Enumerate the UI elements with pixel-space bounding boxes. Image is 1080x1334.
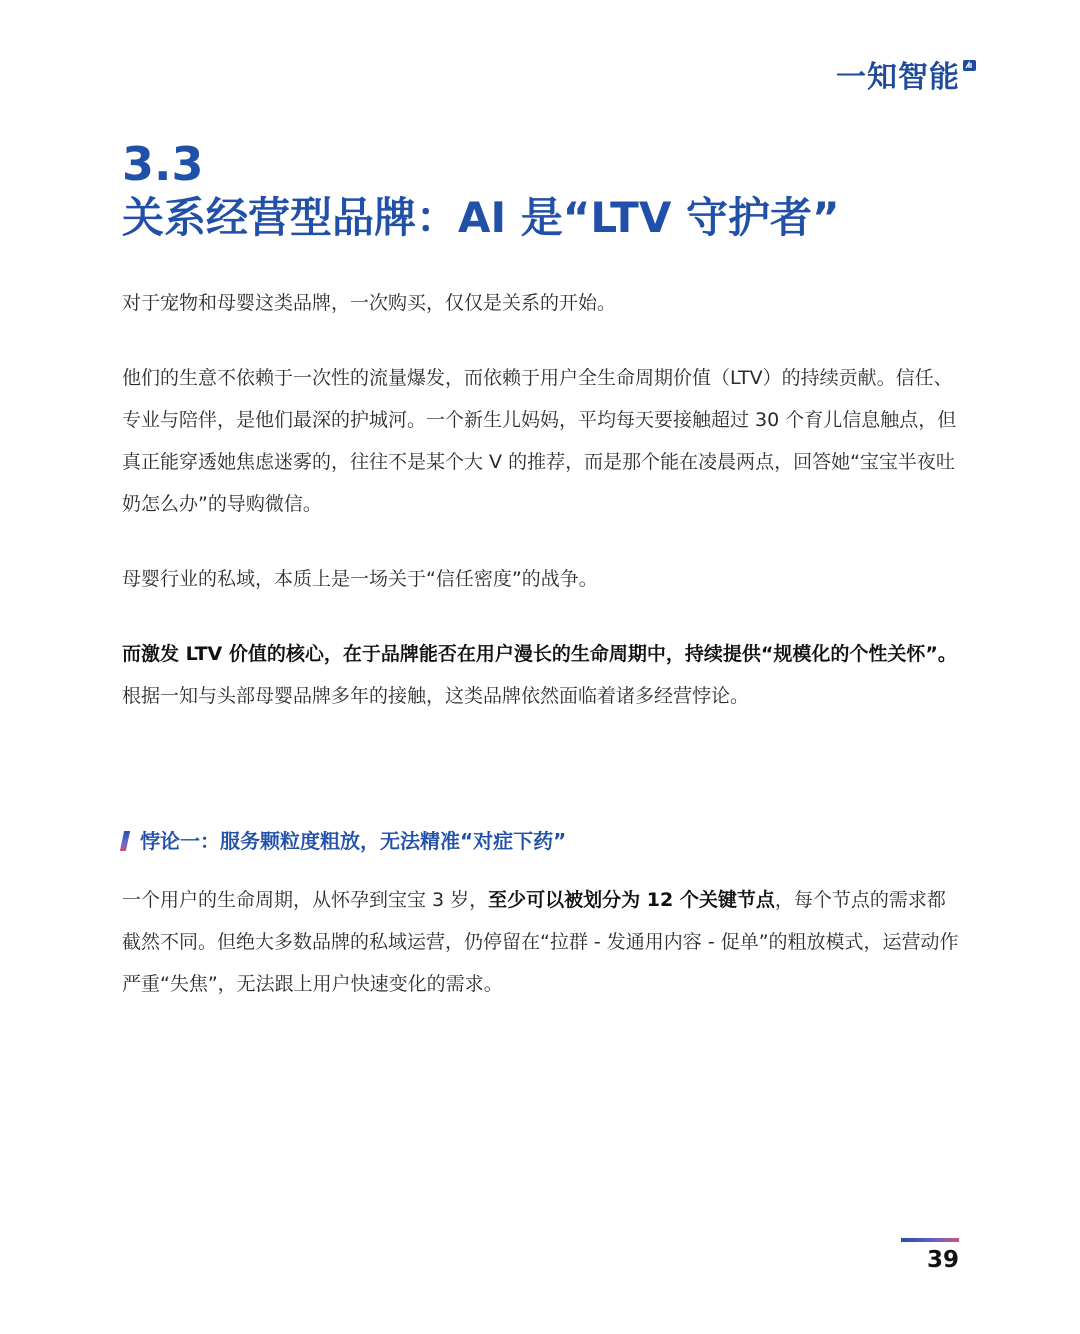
paradox-emphasis: 至少可以被划分为 12 个关键节点 <box>488 889 775 911</box>
paragraph-trust-density: 母婴行业的私域，本质上是一场关于“信任密度”的战争。 <box>122 568 598 590</box>
section-number: 3.3 <box>122 137 204 191</box>
heading-accent-bar <box>120 831 130 851</box>
page-number: 39 <box>926 1247 959 1273</box>
brand-logo <box>836 58 976 98</box>
logo-text: 一知智能 <box>836 60 960 95</box>
logo-mark-icon <box>963 60 976 71</box>
paragraph-core <box>122 633 962 717</box>
paradox-text-start: 一个用户的生命周期，从怀孕到宝宝 3 岁， <box>122 889 489 911</box>
core-emphasis: 而激发 LTV 价值的核心，在于品牌能否在用户漫长的生命周期中，持续提供“规模化的个性关怀”。 <box>122 643 957 665</box>
section-title: 关系经营型品牌：AI 是“LTV 守护者” <box>122 193 840 242</box>
core-rest: 根据一知与头部母婴品牌多年的接触，这类品牌依然面临着诸多经营悖论。 <box>122 685 750 707</box>
subsection-heading-text: 悖论一：服务颗粒度粗放，无法精准“对症下药” <box>140 829 567 853</box>
paragraph-paradox-one <box>122 879 962 1005</box>
page-number-accent-line <box>901 1238 959 1242</box>
paragraph-intro: 对于宠物和母婴这类品牌，一次购买，仅仅是关系的开始。 <box>122 292 617 314</box>
paradox-text-end: ，每个节点的需求都截然不同。但绝大多数品牌的私域运营，仍停留在“拉群 - 发通用内容 - 促单”的粗放模式，运营动作严重“失焦”，无法跟上用户快速变化的需求。 <box>122 889 959 995</box>
paragraph-ltv: 他们的生意不依赖于一次性的流量爆发，而依赖于用户全生命周期价值（LTV）的持续贡献。信任、专业与陪伴，是他们最深的护城河。一个新生儿妈妈，平均每天要接触超过 30 个育儿信息触点，但真正能穿透她焦虑迷雾的，往往不是某个大 V 的推荐，而是那个能在凌晨两点，回答她“宝宝半夜吐奶怎么办”的导购微信。 <box>122 367 957 515</box>
subsection-heading <box>122 822 566 860</box>
